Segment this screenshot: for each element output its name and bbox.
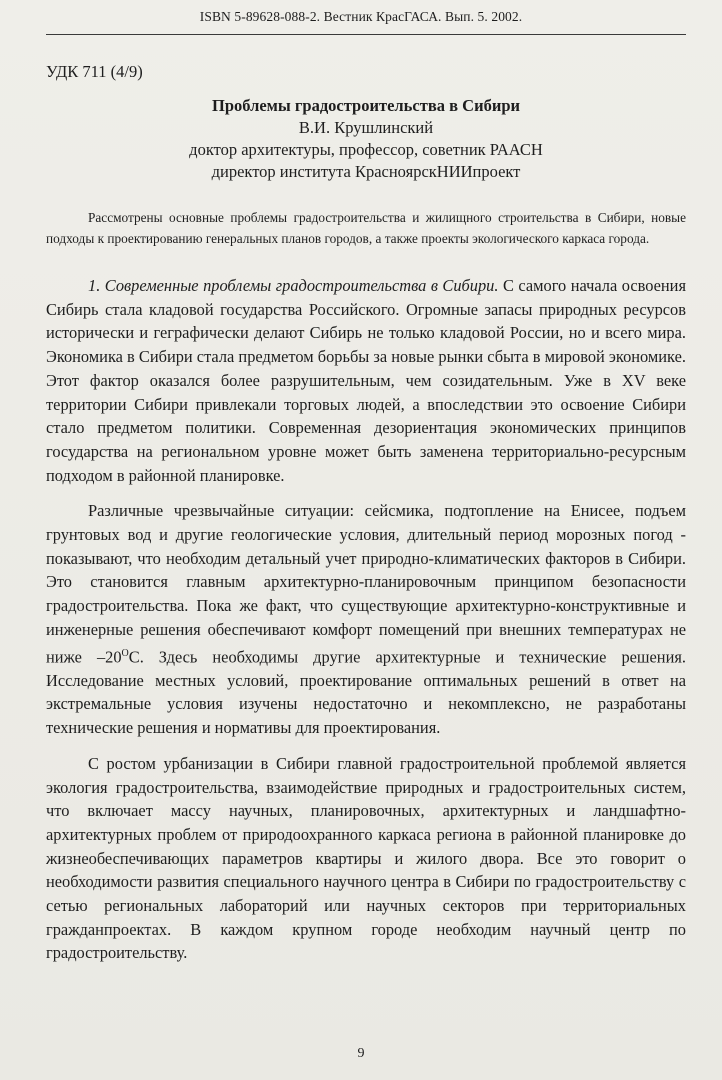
paragraph-1-text: С самого начала освоения Сибирь стала кладовой государства Российского. Огромные запасы природных ресурсов исторически и геграфически делают Сибирь не только кладовой России, но и всего мира. Экономика в Сибири стала предметом борьбы за новые рынки сбыта в мировой экономике. Этот фактор оказался более разрушительным, чем созидательным. Уже в XV веке территории Сибири привлекали торговых людей, а впоследствии это освоение Сибири стало предметом политики. Современная дезориентация экономических принципов государства на региональном уровне может быть заменена территориально-ресурсным подходом в районной планировке. xyxy=(46,276,686,485)
article-title: Проблемы градостроительства в Сибири xyxy=(211,96,521,115)
title-block xyxy=(46,95,686,183)
article-body xyxy=(46,274,686,977)
author-position: директор института КрасноярскНИИпроект xyxy=(211,162,521,181)
author-name: В.И. Крушлинский xyxy=(298,118,434,137)
header-rule xyxy=(46,34,686,35)
paragraph-1 xyxy=(46,274,686,487)
author-degree: доктор архитектуры, профессор, советник РААСН xyxy=(189,140,543,159)
page-number: 9 xyxy=(357,1046,365,1061)
paragraph-3: С ростом урбанизации в Сибири главной градостроительной проблемой является экология градостроительства, взаимодействие природных и градостроительных систем, что включает массу научных, планировочных, архитектурных и ландшафтно-архитектурных проблем от природоохранного каркаса региона в районной планировке до жизнеобеспечивающих параметров квартиры и жилого двора. Все это говорит о необходимости развития специального научного центра в Сибири по градостроительству с сетью региональных лабораторий или научных секторов при территориальных гражданпроектах. В каждом крупном городе необходим научный центр по градостроительству. xyxy=(46,753,686,963)
paragraph-2-text-start: Различные чрезвычайные ситуации: сейсмика, подтопление на Енисее, подъем грунтовых вод и другие геологические условия, длительный период морозных погод - показывают, что необходим детальный учет природно-климатических факторов в Сибири. Это становится главным архитектурно-планировочным принципом безопасности градостроительства. Пока же факт, что существующие архитектурно-конструктивные и инженерные решения обеспечивают комфорт помещений при внешних температурах не ниже –20 xyxy=(46,501,686,667)
udk-code: УДК 711 (4/9) xyxy=(46,62,143,81)
degree-sign: O xyxy=(121,647,129,659)
abstract: Рассмотрены основные проблемы градостроительства и жилищного строительства в Сибири, новые подходы к проектированию генеральных планов городов, а также проекты экологического каркаса города. xyxy=(46,210,686,246)
paragraph-2 xyxy=(46,499,686,740)
paragraph-2-text-end: С. Здесь необходимы другие архитектурные и технические решения. Исследование местных условий, проектирование оптимальных решений в ответ на экстремальные условия изучены недостаточно и некомплексно, не разработаны технические решения и нормативы для проектирования. xyxy=(46,647,686,738)
section-heading: 1. Современные проблемы градостроительства в Сибири. xyxy=(88,276,499,295)
running-header: ISBN 5-89628-088-2. Вестник КрасГАСА. Вып. 5. 2002. xyxy=(199,9,523,24)
